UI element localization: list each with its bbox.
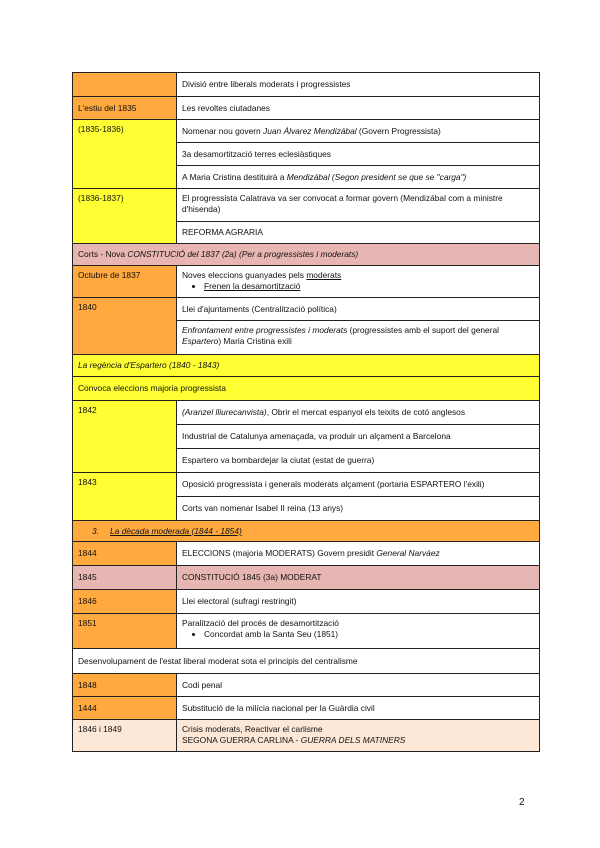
section-subheading: Convoca eleccions majoria progressista	[73, 377, 540, 401]
event-cell: Espartero va bombardejar la ciutat (estat de guerra)	[177, 449, 540, 473]
section-heading: La regència d'Espartero (1840 - 1843)	[73, 355, 540, 377]
event-cell: Substitució de la milícia nacional per la Guàrdia civil	[177, 697, 540, 720]
event-cell: Llei d'ajuntaments (Centralització política)	[177, 298, 540, 321]
bullet-item: • Concordat amb la Santa Seu (1851)	[204, 629, 534, 640]
event-cell: (Aranzel lliurecanvista), Obrir el mercat espanyol els teixits de cotó anglesos	[177, 401, 540, 425]
section-heading: 3. La dècada moderada (1844 - 1854)	[73, 521, 540, 542]
table-row	[73, 298, 540, 321]
year-cell: 1844	[73, 542, 177, 566]
year-cell: 1851	[73, 614, 177, 649]
year-cell: (1836-1837)	[73, 189, 177, 244]
table-row	[73, 674, 540, 697]
event-cell: 3a desamortització terres eclesiàstiques	[177, 143, 540, 166]
table-row	[73, 720, 540, 752]
table-row	[73, 401, 540, 425]
year-cell: 1845	[73, 566, 177, 590]
event-cell: Oposició progressista i generals moderats alçament (portaria ESPARTERO l'exili)	[177, 473, 540, 497]
table-row	[73, 189, 540, 222]
table-row	[73, 266, 540, 298]
section-row	[73, 649, 540, 674]
section-heading: Desenvolupament de l'estat liberal moderat sota el principis del centralisme	[73, 649, 540, 674]
table-row	[73, 566, 540, 590]
event-cell: Divisió entre liberals moderats i progressistes	[177, 73, 540, 97]
event-cell: El progressista Calatrava va ser convocat a formar govern (Mendizábal com a ministre d'hisenda)	[177, 189, 540, 222]
table-row	[73, 73, 540, 97]
event-cell: CONSTITUCIÓ 1845 (3a) MODERAT	[177, 566, 540, 590]
event-cell: Corts van nomenar Isabel II reina (13 anys)	[177, 497, 540, 521]
event-cell: Industrial de Catalunya amenaçada, va produir un alçament a Barcelona	[177, 425, 540, 449]
table-row	[73, 614, 540, 649]
table-row	[73, 97, 540, 120]
year-cell: 1840	[73, 298, 177, 355]
year-cell: Octubre de 1837	[73, 266, 177, 298]
table-row	[73, 590, 540, 614]
event-line: SEGONA GUERRA CARLINA - GUERRA DELS MATINERS	[182, 734, 406, 745]
section-row	[73, 377, 540, 401]
event-line: Crisis moderats, Reactivar el carlisme	[182, 724, 323, 734]
table-row	[73, 542, 540, 566]
year-cell: 1842	[73, 401, 177, 473]
year-cell: 1848	[73, 674, 177, 697]
year-cell: 1444	[73, 697, 177, 720]
year-cell: L'estiu del 1835	[73, 97, 177, 120]
event-cell: Enfrontament entre progressistes i moderats (progressistes amb el suport del general Espartero) Maria Cristina exili	[177, 321, 540, 355]
event-cell: REFORMA AGRARIA	[177, 222, 540, 244]
table-row	[73, 697, 540, 720]
section-row	[73, 244, 540, 266]
section-row	[73, 355, 540, 377]
event-cell: Paralització del procés de desamortització • Concordat amb la Santa Seu (1851)	[177, 614, 540, 649]
table-row	[73, 120, 540, 143]
event-cell	[177, 720, 540, 752]
event-cell: ELECCIONS (majoria MODERATS) Govern presidit General Narváez	[177, 542, 540, 566]
bullet-item: • Frenen la desamortització	[204, 281, 534, 292]
event-cell: Nomenar nou govern Juan Álvarez Mendizábal (Govern Progressista)	[177, 120, 540, 143]
year-cell: 1843	[73, 473, 177, 521]
event-cell: Noves eleccions guanyades pels moderats • Frenen la desamortització	[177, 266, 540, 298]
table-row	[73, 473, 540, 497]
event-cell: A Maria Cristina destituirà a Mendizábal (Segon president se que se "carga")	[177, 166, 540, 189]
page-number: 2	[519, 797, 525, 808]
year-cell	[73, 73, 177, 97]
history-table	[72, 72, 540, 752]
section-heading: Corts - Nova CONSTITUCIÓ del 1837 (2a) (Per a progressistes i moderats)	[73, 244, 540, 266]
event-cell: Codi penal	[177, 674, 540, 697]
year-cell: 1846	[73, 590, 177, 614]
section-row	[73, 521, 540, 542]
event-cell: Llei electoral (sufragi restringit)	[177, 590, 540, 614]
year-cell: 1846 i 1849	[73, 720, 177, 752]
year-cell: (1835-1836)	[73, 120, 177, 189]
event-cell: Les revoltes ciutadanes	[177, 97, 540, 120]
